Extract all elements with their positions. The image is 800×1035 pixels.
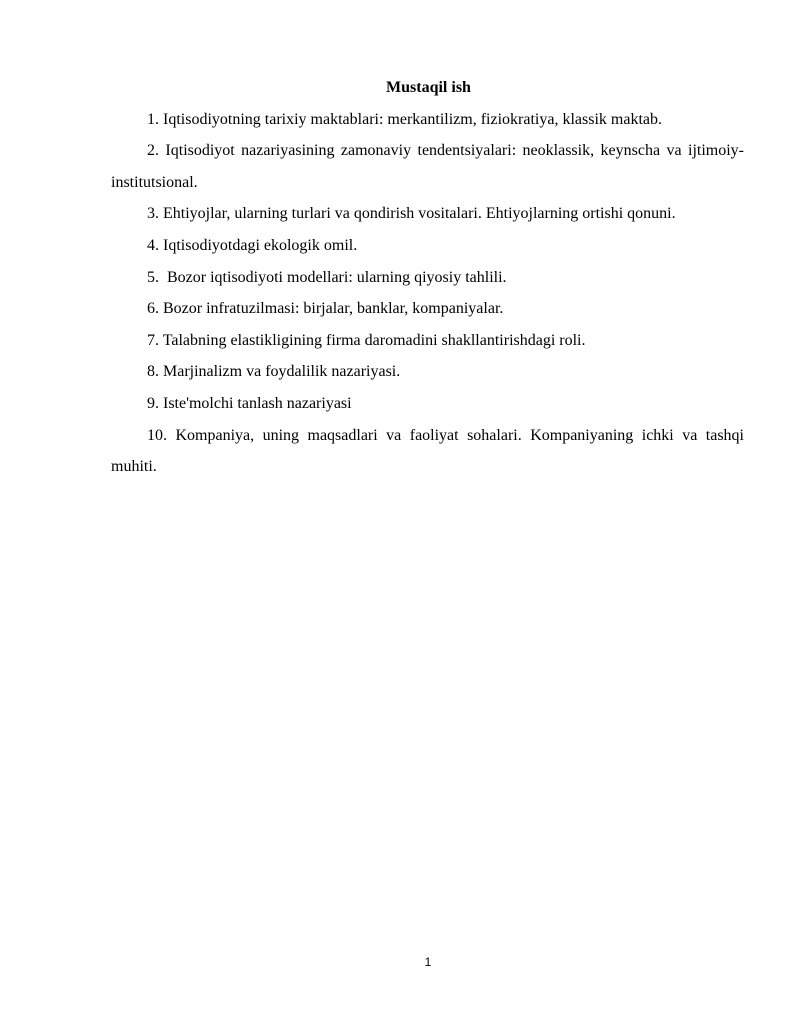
list-item: 4. Iqtisodiyotdagi ekologik omil.: [147, 236, 358, 254]
list-item: 7. Talabning elastikligining firma daromadini shakllantirishdagi roli.: [147, 331, 586, 349]
list-item: 8. Marjinalizm va foydalilik nazariyasi.: [147, 363, 401, 381]
list-item: 3. Ehtiyojlar, ularning turlari va qondirish vositalari. Ehtiyojlarning ortishi qonuni.: [147, 205, 676, 223]
document-title: Mustaqil ish: [386, 79, 471, 96]
list-item: 5. Bozor iqtisodiyoti modellari: ularning qiyosiy tahlili.: [147, 268, 507, 286]
document-body: [111, 72, 744, 483]
list-item: 1. Iqtisodiyotning tarixiy maktablari: merkantilizm, fiziokratiya, klassik maktab.: [147, 110, 662, 128]
list-item: 9. Iste'molchi tanlash nazariyasi: [147, 394, 352, 412]
list-item: 2. Iqtisodiyot nazariyasining zamonaviy tendentsiyalari: neoklassik, keynscha va ijtimoiy-institutsional.: [111, 142, 744, 191]
page-number: 1: [424, 955, 432, 969]
list-item: 10. Kompaniya, uning maqsadlari va faoliyat sohalari. Kompaniyaning ichki va tashqi muhiti.: [111, 426, 744, 476]
list-item: 6. Bozor infratuzilmasi: birjalar, banklar, kompaniyalar.: [147, 300, 504, 318]
